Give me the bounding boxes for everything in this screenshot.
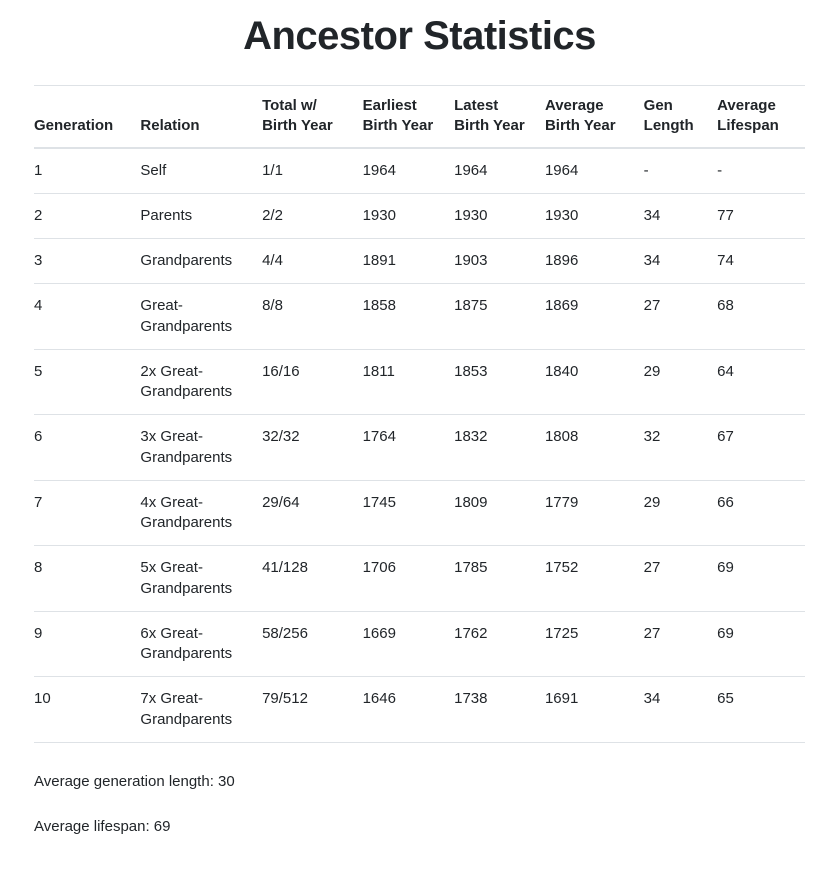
cell-generation: 9 bbox=[34, 611, 140, 677]
column-header-average-lifespan: Average Lifespan bbox=[717, 86, 805, 148]
table-row bbox=[34, 193, 805, 238]
cell-total: 32/32 bbox=[262, 415, 363, 481]
cell-total: 79/512 bbox=[262, 677, 363, 743]
ancestor-statistics-table bbox=[34, 85, 805, 743]
table-row bbox=[34, 148, 805, 194]
cell-earliest: 1964 bbox=[363, 148, 455, 194]
column-header-earliest-birth-year: Earliest Birth Year bbox=[363, 86, 455, 148]
cell-latest: 1964 bbox=[454, 148, 545, 194]
cell-generation: 3 bbox=[34, 239, 140, 284]
cell-latest: 1785 bbox=[454, 546, 545, 612]
cell-earliest: 1764 bbox=[363, 415, 455, 481]
cell-earliest: 1811 bbox=[363, 349, 455, 415]
cell-lifespan: - bbox=[717, 148, 805, 194]
cell-relation: Parents bbox=[140, 193, 262, 238]
cell-average: 1896 bbox=[545, 239, 644, 284]
cell-latest: 1738 bbox=[454, 677, 545, 743]
cell-gen-length: - bbox=[644, 148, 718, 194]
cell-generation: 8 bbox=[34, 546, 140, 612]
cell-lifespan: 67 bbox=[717, 415, 805, 481]
cell-latest: 1853 bbox=[454, 349, 545, 415]
cell-total: 2/2 bbox=[262, 193, 363, 238]
cell-earliest: 1745 bbox=[363, 480, 455, 546]
cell-relation: 5x Great-Grandparents bbox=[140, 546, 262, 612]
page-container bbox=[0, 14, 839, 835]
table-body bbox=[34, 148, 805, 743]
cell-latest: 1832 bbox=[454, 415, 545, 481]
cell-gen-length: 34 bbox=[644, 193, 718, 238]
cell-lifespan: 74 bbox=[717, 239, 805, 284]
cell-relation: Grandparents bbox=[140, 239, 262, 284]
summary-average-lifespan: Average lifespan: 69 bbox=[34, 817, 171, 835]
cell-gen-length: 27 bbox=[644, 546, 718, 612]
cell-relation: Self bbox=[140, 148, 262, 194]
column-header-average-birth-year: Average Birth Year bbox=[545, 86, 644, 148]
cell-relation: 3x Great-Grandparents bbox=[140, 415, 262, 481]
cell-generation: 7 bbox=[34, 480, 140, 546]
cell-total: 1/1 bbox=[262, 148, 363, 194]
cell-gen-length: 29 bbox=[644, 480, 718, 546]
cell-average: 1779 bbox=[545, 480, 644, 546]
cell-generation: 6 bbox=[34, 415, 140, 481]
cell-average: 1964 bbox=[545, 148, 644, 194]
cell-generation: 1 bbox=[34, 148, 140, 194]
table-row bbox=[34, 415, 805, 481]
cell-relation: 4x Great-Grandparents bbox=[140, 480, 262, 546]
table-row bbox=[34, 349, 805, 415]
cell-gen-length: 27 bbox=[644, 284, 718, 350]
cell-lifespan: 69 bbox=[717, 546, 805, 612]
table-row bbox=[34, 239, 805, 284]
cell-latest: 1809 bbox=[454, 480, 545, 546]
column-header-latest-birth-year: Latest Birth Year bbox=[454, 86, 545, 148]
cell-earliest: 1706 bbox=[363, 546, 455, 612]
cell-gen-length: 34 bbox=[644, 239, 718, 284]
cell-average: 1930 bbox=[545, 193, 644, 238]
cell-average: 1840 bbox=[545, 349, 644, 415]
cell-latest: 1930 bbox=[454, 193, 545, 238]
cell-total: 4/4 bbox=[262, 239, 363, 284]
column-header-relation: Relation bbox=[140, 86, 262, 148]
cell-latest: 1903 bbox=[454, 239, 545, 284]
cell-lifespan: 66 bbox=[717, 480, 805, 546]
column-header-gen-length: Gen Length bbox=[644, 86, 718, 148]
cell-generation: 5 bbox=[34, 349, 140, 415]
cell-total: 16/16 bbox=[262, 349, 363, 415]
cell-lifespan: 69 bbox=[717, 611, 805, 677]
summary-average-generation-length: Average generation length: 30 bbox=[34, 772, 235, 790]
summary-section bbox=[34, 773, 805, 835]
cell-relation: 6x Great-Grandparents bbox=[140, 611, 262, 677]
table-header bbox=[34, 86, 805, 148]
cell-gen-length: 29 bbox=[644, 349, 718, 415]
page-title: Ancestor Statistics bbox=[243, 14, 596, 58]
cell-earliest: 1858 bbox=[363, 284, 455, 350]
cell-average: 1725 bbox=[545, 611, 644, 677]
cell-lifespan: 77 bbox=[717, 193, 805, 238]
table-row bbox=[34, 677, 805, 743]
cell-gen-length: 27 bbox=[644, 611, 718, 677]
table-row bbox=[34, 611, 805, 677]
cell-average: 1869 bbox=[545, 284, 644, 350]
cell-total: 58/256 bbox=[262, 611, 363, 677]
cell-latest: 1762 bbox=[454, 611, 545, 677]
table-header-row bbox=[34, 86, 805, 148]
cell-relation: Great-Grandparents bbox=[140, 284, 262, 350]
cell-generation: 4 bbox=[34, 284, 140, 350]
cell-earliest: 1669 bbox=[363, 611, 455, 677]
cell-average: 1808 bbox=[545, 415, 644, 481]
cell-total: 29/64 bbox=[262, 480, 363, 546]
cell-gen-length: 34 bbox=[644, 677, 718, 743]
cell-generation: 10 bbox=[34, 677, 140, 743]
cell-total: 8/8 bbox=[262, 284, 363, 350]
cell-earliest: 1646 bbox=[363, 677, 455, 743]
cell-total: 41/128 bbox=[262, 546, 363, 612]
cell-average: 1691 bbox=[545, 677, 644, 743]
cell-average: 1752 bbox=[545, 546, 644, 612]
cell-lifespan: 68 bbox=[717, 284, 805, 350]
column-header-generation: Generation bbox=[34, 86, 140, 148]
cell-latest: 1875 bbox=[454, 284, 545, 350]
table-row bbox=[34, 480, 805, 546]
cell-lifespan: 65 bbox=[717, 677, 805, 743]
table-row bbox=[34, 284, 805, 350]
cell-earliest: 1891 bbox=[363, 239, 455, 284]
cell-earliest: 1930 bbox=[363, 193, 455, 238]
column-header-total-birth-year: Total w/ Birth Year bbox=[262, 86, 363, 148]
cell-relation: 7x Great-Grandparents bbox=[140, 677, 262, 743]
cell-generation: 2 bbox=[34, 193, 140, 238]
cell-relation: 2x Great-Grandparents bbox=[140, 349, 262, 415]
cell-gen-length: 32 bbox=[644, 415, 718, 481]
cell-lifespan: 64 bbox=[717, 349, 805, 415]
table-row bbox=[34, 546, 805, 612]
